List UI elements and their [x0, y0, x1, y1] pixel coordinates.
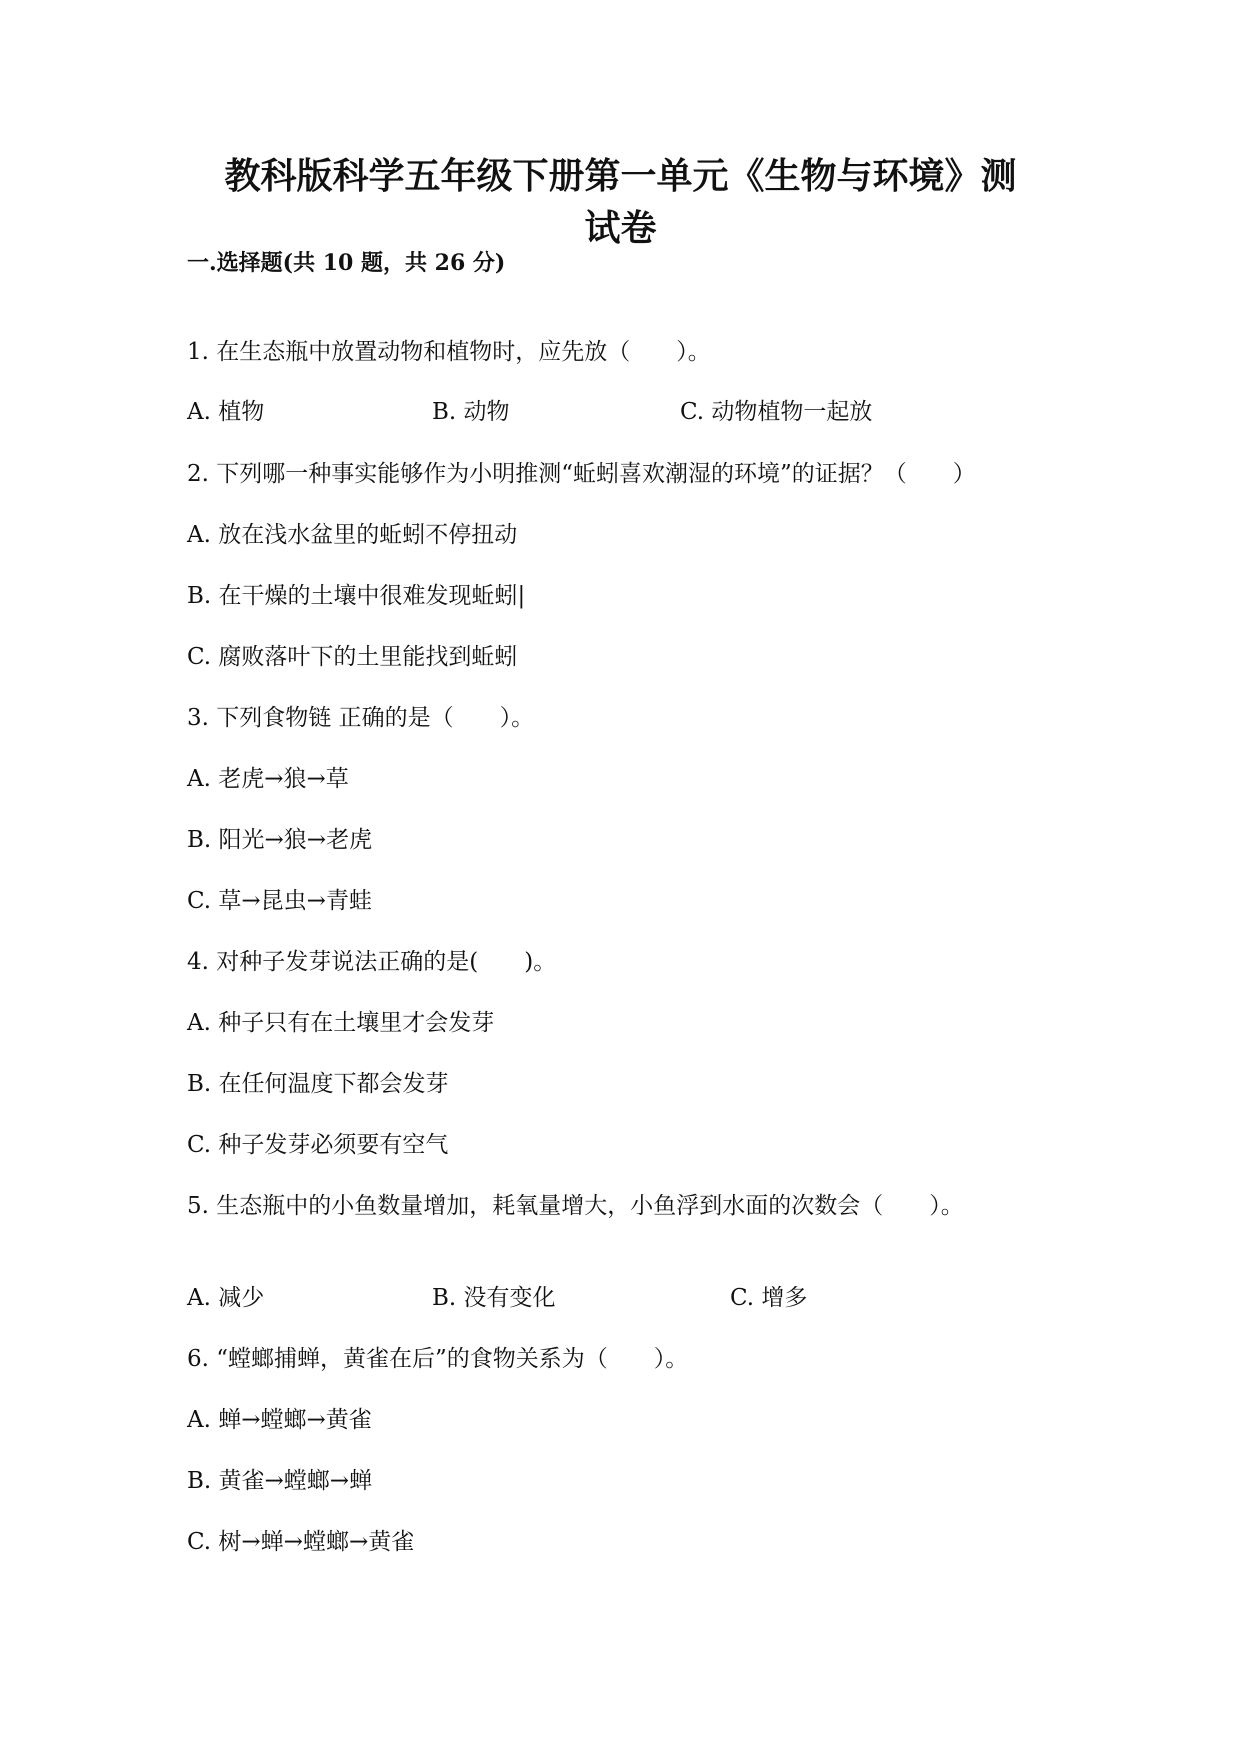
question-6-option-a: A. 蝉→螳螂→黄雀 — [187, 1407, 372, 1433]
question-6-option-c: C. 树→蝉→螳螂→黄雀 — [187, 1529, 415, 1555]
question-1-option-a: A. 植物 — [187, 399, 265, 425]
question-5-option-b: B. 没有变化 — [432, 1285, 556, 1311]
question-2-option-b: B. 在干燥的土壤中很难发现蚯蚓| — [187, 583, 526, 609]
question-4-option-c: C. 种子发芽必须要有空气 — [187, 1132, 449, 1158]
question-6-option-b: B. 黄雀→螳螂→蝉 — [187, 1468, 373, 1494]
question-3-option-c: C. 草→昆虫→青蛙 — [187, 888, 372, 914]
question-5-stem: 5. 生态瓶中的小鱼数量增加，耗氧量增大，小鱼浮到水面的次数会（ ）。 — [187, 1193, 964, 1219]
question-4-option-b: B. 在任何温度下都会发芽 — [187, 1071, 449, 1097]
question-2-option-a: A. 放在浅水盆里的蚯蚓不停扭动 — [187, 522, 518, 548]
question-4-option-a: A. 种子只有在土壤里才会发芽 — [187, 1010, 495, 1036]
question-4-stem: 4. 对种子发芽说法正确的是( )。 — [187, 949, 557, 975]
question-5-option-a: A. 减少 — [187, 1285, 265, 1311]
document-title-line-2: 试卷 — [584, 207, 657, 249]
question-2-option-c: C. 腐败落叶下的土里能找到蚯蚓 — [187, 644, 518, 670]
question-2-stem: 2. 下列哪一种事实能够作为小明推测“蚯蚓喜欢潮湿的环境”的证据？（ ） — [187, 461, 976, 487]
section-heading: 一.选择题(共 10 题，共 26 分) — [187, 250, 506, 276]
question-3-stem: 3. 下列食物链 正确的是（ ）。 — [187, 705, 535, 731]
question-3-option-a: A. 老虎→狼→草 — [187, 766, 349, 792]
question-1-stem: 1. 在生态瓶中放置动物和植物时，应先放（ ）。 — [187, 339, 711, 365]
document-title-line-1: 教科版科学五年级下册第一单元《生物与环境》测 — [224, 155, 1017, 197]
question-5-option-c: C. 增多 — [730, 1285, 808, 1311]
question-1-option-b: B. 动物 — [432, 399, 510, 425]
question-1-option-c: C. 动物植物一起放 — [680, 399, 873, 425]
question-3-option-b: B. 阳光→狼→老虎 — [187, 827, 373, 853]
question-6-stem: 6. “螳螂捕蝉，黄雀在后”的食物关系为（ ）。 — [187, 1346, 689, 1372]
